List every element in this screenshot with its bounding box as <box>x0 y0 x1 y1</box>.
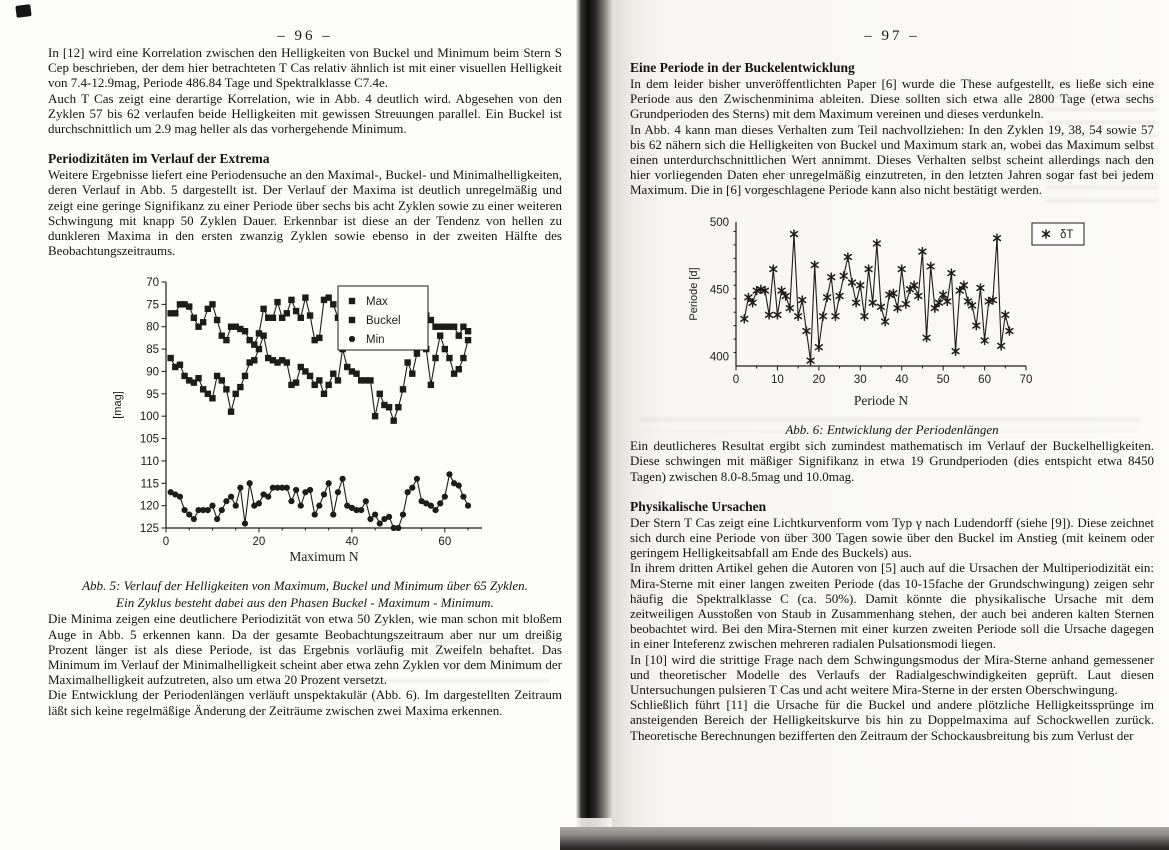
svg-text:50: 50 <box>936 373 950 386</box>
svg-text:δT: δT <box>1060 228 1074 241</box>
section-heading: Physikalische Ursachen <box>630 498 767 514</box>
svg-text:60: 60 <box>978 373 991 386</box>
paragraph: Der Stern T Cas zeigt eine Lichtkurvenform vom Typ γ nach Ludendorff (siehe [9]). Diese zeichnet sich durch eine Periode von über 300 Tagen sowie über den Buckel im Anstieg (mit keinem oder geringem Helligkeitsabfall am Ende des Buckels) aus. <box>630 514 1154 561</box>
svg-text:60: 60 <box>438 536 452 549</box>
svg-text:Max: Max <box>366 296 388 309</box>
svg-text:85: 85 <box>146 344 159 357</box>
svg-text:Periode [d]: Periode [d] <box>688 267 700 321</box>
svg-text:500: 500 <box>709 216 729 229</box>
paragraph: Die Minima zeigen eine deutlichere Periodizität von etwa 50 Zyklen, wie man schon mit bloßem Auge in Abb. 5 erkennen kann. Da der gesamte Beobachtungszeitraum aber nur um dreißig Prozent länger ist als diese Periode, ist das Ergebnis vorläufig mit Zweifeln behaftet. Das Minimum im Verlauf der Minimalhelligkeit scheint aber etwa zehn Zyklen vor dem Minimum der Maximalhelligkeit aufzutreten, also um etwa 20 Prozent versetzt. <box>48 611 562 688</box>
svg-text:400: 400 <box>709 351 729 364</box>
section-heading: Periodizitäten im Verlauf der Extrema <box>48 151 270 167</box>
svg-text:30: 30 <box>853 373 867 386</box>
paragraph: In [12] wird eine Korrelation zwischen den Helligkeiten von Buckel und Minimum beim Stern S Cep beschrieben, der dem hier betrachteten T Cas relativ ähnlich ist mit einer visuellen Helligkeit von 7.4-12.9mag, Periode 486.84 Tage und Spektralklasse C7.4e. <box>48 45 562 91</box>
svg-text:90: 90 <box>146 366 159 379</box>
figure-caption-abb6 <box>630 422 1154 439</box>
svg-text:95: 95 <box>146 389 159 402</box>
abb6-chart-svg <box>686 210 1090 408</box>
paragraph: Die Entwicklung der Periodenlängen verläuft unspektakulär (Abb. 6). Im dargestellten Zeitraum läßt sich keine regelmäßige Änderung der Zeiträume zwischen zwei Maxima erkennen. <box>48 687 562 718</box>
paragraph: Ein deutlicheres Resultat ergibt sich zumindest mathematisch im Verlauf der Buckelhelligkeiten. Diese schwingen mit mäßiger Signifikanz in etwa 19 Grundperioden (dies entspicht etwa 8450 Tagen) zwischen 8.0-8.5mag und 10.0mag. <box>630 438 1154 484</box>
svg-text:Buckel: Buckel <box>366 315 401 328</box>
caption-line: Ein Zyklus besteht dabei aus den Phasen Buckel - Maximum - Minimum. <box>116 594 494 610</box>
svg-text:450: 450 <box>709 283 729 296</box>
svg-text:125: 125 <box>139 523 159 536</box>
svg-text:10: 10 <box>771 373 784 386</box>
scan-smudge-artifact <box>15 4 31 18</box>
svg-text:Min: Min <box>366 334 385 347</box>
svg-text:40: 40 <box>895 373 909 386</box>
svg-text:0: 0 <box>732 373 740 386</box>
paragraph: In [10] wird die strittige Frage nach dem Schwingungsmodus der Mira-Sterne anhand gemessener und theoretischer Modelle des Verlaufs der Radialgeschwindigkeiten geprüft. Laut diesen Untersuchungen pulsieren T Cas und acht weitere Mira-Sterne in der ersten Oberschwingung. <box>630 651 1154 697</box>
svg-text:110: 110 <box>140 456 159 469</box>
svg-text:Maximum N: Maximum N <box>289 549 359 565</box>
paragraph: In ihrem dritten Artikel gehen die Autoren von [5] auch auf die Ursachen der Multiperiodizität ein: Mira-Sterne mit einer langen zweiten Periode (das 10-15fache der Grundschwingung) zeigen sehr häufig die Spektralklasse C (ca. 50%). Damit könnte die physikalische Ursache mit dem zeitweiligen Ausstoßen von Staub in Zusammenhang stehen, der auch bei anderen kalten Sternen beobachtet wird. Bei den Mira-Sternen mit einer kurzen zweiten Periode soll die Ursache dagegen in einer Inteferenz zwischen mehreren radialen Pulsationsmodi liegen. <box>630 560 1154 652</box>
svg-text:80: 80 <box>146 322 159 335</box>
caption-line: Abb. 5: Verlauf der Helligkeiten von Maximum, Buckel und Minimum über 65 Zyklen. <box>82 578 528 594</box>
svg-text:70: 70 <box>146 277 159 290</box>
svg-text:120: 120 <box>139 501 159 514</box>
paragraph: Auch T Cas zeigt eine derartige Korrelation, wie in Abb. 4 deutlich wird. Abgesehen von den Zyklen 57 bis 62 verlaufen beide Helligkeiten mit gewissen Streuungen parallel. Ein Buckel ist durchschnittlich um 2.9 mag heller als das vorhergehende Minimum. <box>48 90 562 137</box>
page-number: – 97 – <box>864 28 920 44</box>
paragraph: In dem leider bisher unveröffentlichten Paper [6] wurde die These aufgestellt, es ließe sich eine Periode aus den Zwischenminima ableiten. Diese sollten sich etwa alle 2800 Tage (etwa sechs Grundperioden des Sterns) mit dem Maximum vereinen und dieses verdunkeln. <box>630 76 1154 122</box>
svg-text:0: 0 <box>162 536 170 549</box>
page-number: – 96 – <box>277 28 333 44</box>
figure-caption-abb5 <box>48 578 562 611</box>
svg-text:115: 115 <box>140 478 159 491</box>
svg-text:20: 20 <box>812 373 826 386</box>
figure-abb6 <box>686 210 1090 408</box>
scan-bottom-band-artifact <box>560 827 1169 850</box>
caption-line: Abb. 6: Entwicklung der Periodenlängen <box>785 421 999 437</box>
svg-text:105: 105 <box>139 433 159 446</box>
paragraph: Schließlich führt [11] die Ursache für die Buckel und andere plötzliche Helligkeitssprünge im ansteigenden Bereich der Helligkeitskurve bis hin zu Doppelmaxima auf Schockwellen zurück. Theoretische Berechnungen bezifferten den Zeitraum der Schockausbreitung bis zum Verlust der <box>630 697 1154 743</box>
svg-text:70: 70 <box>1019 373 1033 386</box>
svg-text:[mag]: [mag] <box>112 391 124 420</box>
page-97 <box>612 0 1160 850</box>
svg-text:Periode N: Periode N <box>853 392 909 408</box>
svg-text:20: 20 <box>252 536 266 549</box>
svg-text:75: 75 <box>146 299 159 312</box>
figure-abb5 <box>110 272 510 564</box>
abb5-chart-svg <box>110 272 496 564</box>
svg-text:100: 100 <box>139 411 159 424</box>
paragraph: In Abb. 4 kann man dieses Verhalten zum Teil nachvollziehen: In den Zyklen 19, 38, 54 sowie 57 bis 62 nähern sich die Helligkeiten von Buckel und Maximum stark an, wobei das Maximum selbst einen unterdurchschnittlichen Wert annimmt. Dieses Verhalten selbst scheint allerdings nach den hier vorliegenden Daten eher unregelmäßig einzutreten, in den letzten Jahren sogar fast bei jedem Maximum. Die in [6] vorgeschlagene Periode kann also nicht bestätigt werden. <box>630 121 1154 198</box>
paragraph: Weitere Ergebnisse liefert eine Periodensuche an den Maximal-, Buckel- und Minimalhelligkeiten, deren Verlauf in Abb. 5 dargestellt ist. Der Verlauf der Maxima ist deutlich unregelmäßig und zeigt eine geringe Signifikanz zu einer Periode über sechs bis acht Zyklen sowie zu einer weiteren Schwingung mit knapp 50 Zyklen Dauer. Erkennbar ist diese an der Tendenz von hellen zu dunkleren Maxima in den ersten zwanzig Zyklen sowie ebenso in der zweiten Hälfte des Beobachtungszeitraums. <box>48 167 562 259</box>
section-heading: Eine Periode in der Buckelentwicklung <box>630 60 855 75</box>
svg-text:40: 40 <box>345 536 359 549</box>
book-binding-gutter <box>576 0 614 850</box>
page-96 <box>34 0 578 850</box>
